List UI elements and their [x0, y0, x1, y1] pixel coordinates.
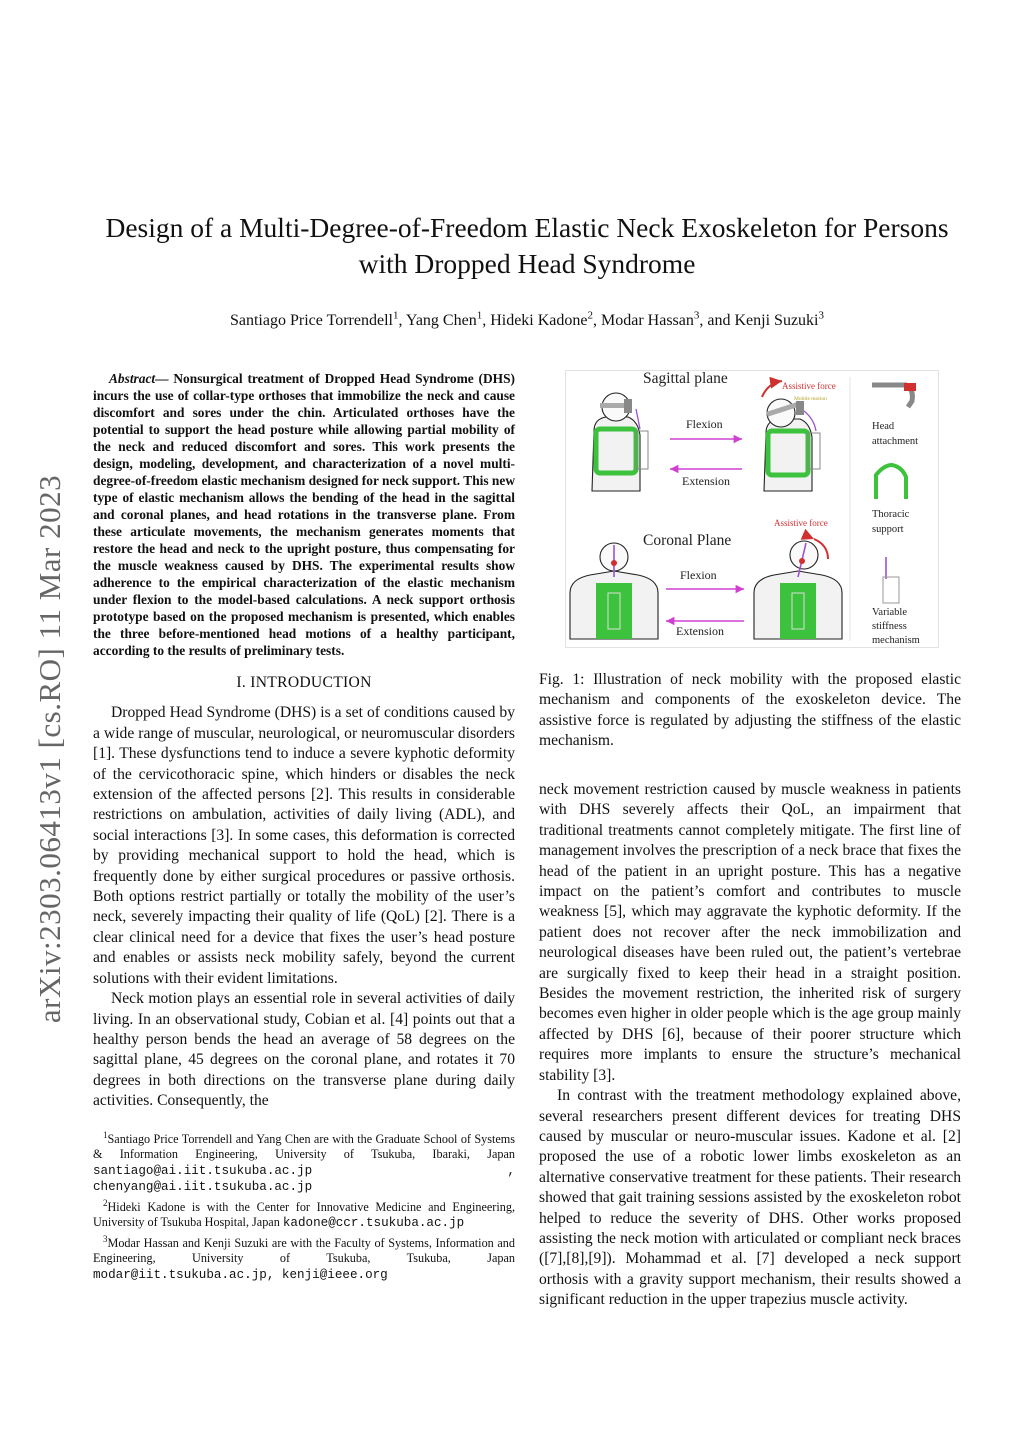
figure-1: [565, 370, 939, 648]
author: Yang Chen$^1$,: [405, 310, 491, 330]
extension-label-sagittal: Extension: [682, 474, 730, 488]
head-attachment-icon: [872, 383, 916, 407]
footnote: $^2$Hideki Kadone is with the Center for Innovative Medicine and Engineering, University of Tsukuba Hospital, Japan kadone@ccr.tsukuba.ac.jp: [93, 1197, 515, 1231]
mobile-motion-label: Mobile motion: [794, 396, 827, 402]
flexion-label-coronal: Flexion: [680, 568, 717, 582]
legend-head-line1: Head: [872, 421, 895, 432]
paragraph: In contrast with the treatment methodology explained above, several researchers present different devices for treating DHS caused by muscular or neuro-muscular issues. Kadone et al. [2] proposed the use of a robotic lower limbs exoskeleton as an alternative conservative treatment for these patients. Their research showed that gait training sessions assisted by the exoskeleton robot helped to reduce the severity of DHS. Other works proposed assisting the neck motion with articulated or compliant neck braces ([7],[8],[9]). Mohammad et al. [7] developed a neck support orthosis with a gravity support mechanism, their results showed a significant reduction in the upper trapezius muscle activity.: [539, 1087, 961, 1309]
flexion-label-sagittal: Flexion: [686, 417, 723, 431]
legend-thoracic-line2: support: [872, 524, 904, 535]
paragraph: Neck motion plays an essential role in several activities of daily living. In an observational study, Cobian et al. [4] points out that a healthy person bends the head an average of 58 degrees on the sagittal plane, 45 degrees on the coronal plane, and rotates it 70 degrees in both directions on the transverse plane during daily activities. Consequently, the: [93, 990, 515, 1110]
figure-illustration: [566, 371, 938, 647]
sagittal-plane-title: Sagittal plane: [643, 371, 728, 387]
assistive-force-arrow-sagittal: [762, 381, 782, 397]
figure-1-caption: Fig. 1: Illustration of neck mobility with the proposed elastic mechanism and components of the exoskeleton device. The assistive force is regulated by adjusting the stiffness of the elastic mechanism.: [539, 671, 961, 750]
footnote-email[interactable]: kadone@ccr.tsukuba.ac.jp: [282, 1216, 465, 1231]
author: Modar Hassan$^3$, and: [601, 310, 735, 330]
paper-title: [80, 210, 974, 282]
thoracic-support-icon: [876, 465, 906, 499]
legend-variable-line1: Variable: [872, 607, 907, 618]
left-column: [93, 370, 515, 1283]
variable-stiffness-mechanism-icon: [883, 557, 899, 603]
footnote-email[interactable]: modar@iit.tsukuba.ac.jp, kenji@ieee.org: [93, 1267, 388, 1282]
title-line-2: with Dropped Head Syndrome: [358, 248, 696, 279]
footnote: $^3$Modar Hassan and Kenji Suzuki are with the Faculty of Systems, Information and Engineering, University of Tsukuba, Tsukuba, Japan modar@iit.tsukuba.ac.jp, kenji@ieee.org: [93, 1233, 515, 1282]
legend-head-line2: attachment: [872, 436, 919, 447]
section-heading-introduction: I. INTRODUCTION: [236, 674, 372, 691]
coronal-figure-upright: [570, 543, 658, 639]
sagittal-figure-flexed: [764, 399, 820, 491]
abstract: [93, 370, 515, 659]
author: Hideki Kadone$^2$,: [490, 310, 602, 330]
right-column: [539, 780, 961, 1311]
legend-variable-line3: mechanism: [872, 635, 920, 646]
author: Kenji Suzuki$^3$: [734, 310, 824, 330]
coronal-plane-title: Coronal Plane: [643, 532, 732, 549]
abstract-text: — Nonsurgical treatment of Dropped Head Syndrome (DHS) incurs the use of collar-type orthoses that immobilize the neck and cause discomfort and sores under the chin. Articulated orthoses have the potential to support the head posture while allowing partial mobility of the neck and reduced discomfort and sores. This work presents the design, modeling, development, and characterization of a novel multi-degree-of-freedom elastic mechanism designed for neck support. This new type of elastic mechanism allows the bending of the head in the sagittal and coronal planes, and head rotations in the transverse plane. From these articulate movements, the mechanism generates moments that restore the head and neck to the upright posture, thus compensating for the muscle weakness caused by DHS. The experimental results show adherence to the empirical characterization of the elastic mechanism under flexion to the model-based calculations. A neck support orthosis prototype based on the proposed mechanism is presented, which enables the three before-mentioned head motions of a healthy participant, according to the results of preliminary tests.: [93, 371, 515, 658]
arxiv-sidebar-stamp: arXiv:2303.06413v1 [cs.RO] 11 Mar 2023: [32, 474, 67, 1024]
footnote-email[interactable]: santiago@ai.iit.tsukuba.ac.jp , chenyang@ai.iit.tsukuba.ac.jp: [93, 1163, 515, 1195]
paragraph: neck movement restriction caused by muscle weakness in patients with DHS severely affects their QoL, an impairment that traditional treatments cannot completely mitigate. The first line of management involves the prescription of a neck brace that fixes the head of the patient in an upright posture. This has a negative impact on the patient’s comfort and contributes to muscle weakness [5], which may aggravate the kyphotic deformity. If the patient does not recover after the neck immobilization and neurological diseases have been ruled out, the patient’s vertebrae are surgically fixed to keep their head in a straight position. Besides the movement restriction, the inherited risk of surgery becomes even higher in older people which is the age group mainly affected by DHS [6], because of their poorer structure which requires more implants to ensure the structure’s mechanical stability [3].: [539, 781, 961, 1084]
sagittal-figure-upright: [592, 393, 648, 491]
assistive-force-label-coronal: Assistive force: [774, 518, 828, 528]
footnotes: [93, 1128, 515, 1284]
title-line-1: Design of a Multi-Degree-of-Freedom Elastic Neck Exoskeleton for Persons: [105, 212, 949, 243]
paragraph: Dropped Head Syndrome (DHS) is a set of conditions caused by a wide range of muscular, neurological, or neuromuscular disorders [1]. These dysfunctions tend to induce a severe kyphotic deformity of the cervicothoracic spine, which hinders or disables the neck extension of the affected persons [2]. This results in considerable restrictions on ambulation, activities of daily living (ADL), and social interactions [3]. In some cases, this deformation is corrected by providing mechanical support to hold the head, which is frequently done by either surgical procedures or passive orthosis. Both options restrict partially or totally the mobility of the user’s neck, severely impacting their quality of life (QoL) [2]. There is a clear clinical need for a device that fixes the user’s head posture and enables or assists neck mobility safely, beyond the current solutions with their evident limitations.: [93, 704, 515, 987]
legend-variable-line2: stiffness: [872, 621, 907, 632]
author: Santiago Price Torrendell$^1$,: [229, 310, 406, 330]
author-list: [80, 310, 974, 330]
legend-thoracic-line1: Thoracic: [872, 509, 910, 520]
extension-label-coronal: Extension: [676, 624, 724, 638]
assistive-force-label: Assistive force: [782, 381, 836, 391]
abstract-label: Abstract: [109, 371, 156, 386]
footnote: $^1$Santiago Price Torrendell and Yang Chen are with the Graduate School of Systems & Information Engineering, University of Tsukuba, Ibaraki, Japan santiago@ai.iit.tsukuba.ac.jp , chenyang@ai.iit.tsukuba.ac.jp: [93, 1129, 515, 1195]
